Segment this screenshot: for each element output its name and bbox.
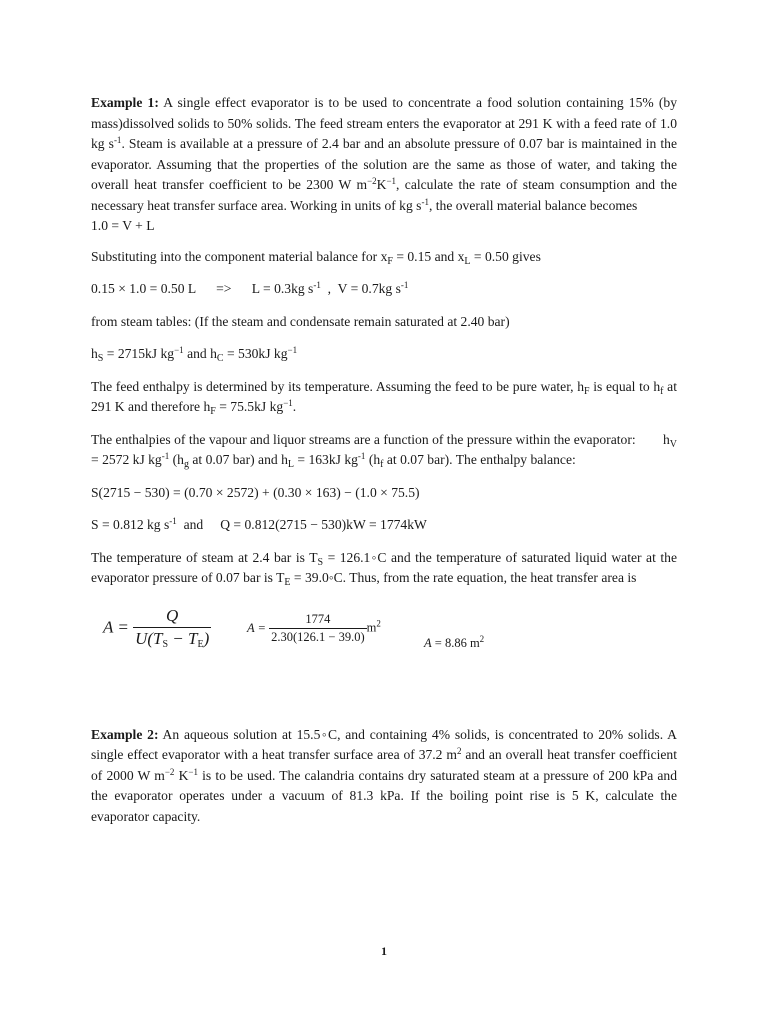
material-balance-equation: 1.0 = V + L [91,218,155,233]
superscript: −1 [174,345,184,355]
subscript: F [210,406,216,417]
subscript: V [669,438,677,450]
example1-paragraph [91,93,677,216]
area-formula-numeric [247,611,381,646]
text: U(T [135,628,163,648]
subscript: L [464,255,471,267]
superscript: -1 [113,135,122,145]
text: (h [365,452,381,467]
subscript: E [197,638,204,650]
text: The enthalpies of the vapour and liquor streams are a function of the pressure within the evaporator: h [91,431,670,447]
enthalpy-balance-equation: S(2715 − 530) = (0.70 × 2572) + (0.30 × 163) − (1.0 × 75.5) [91,484,420,500]
example1-text: A single effect evaporator is to be used to concentrate a food solution containing 15% (by mass)dissolved solids to 50% solids. The feed stream enters the evaporator at 291 K with a feed rate of 1.0 kg s [91,95,678,151]
superscript: -1 [161,451,170,461]
example2-paragraph [91,725,677,828]
superscript: −2 [367,176,377,186]
text: = 2715kJ kg [103,346,175,361]
text: = 39.0◦C. Thus, from the rate equation, the heat transfer area is [290,570,637,585]
text: = 75.5kJ kg [215,399,284,414]
example1-text: , calculate the rate of steam consumption and the necessary heat transfer surface area. Working in units of kg s [91,177,678,213]
superscript: -1 [421,196,429,207]
text: . [292,399,297,414]
temperature-paragraph [91,548,677,589]
unit-text: K [376,177,387,192]
page-number: 1 [381,944,387,958]
subscript: L [287,459,294,470]
result-text: = 8.86 m [431,635,480,650]
text: at 291 K and therefore h [91,378,677,414]
denominator [133,628,211,650]
text: The feed enthalpy is determined by its temperature. Assuming the feed to be pure water, h [91,378,585,394]
example2-text: and an overall heat transfer coefficient of 2000 W m [91,747,677,783]
subscript: E [284,577,291,588]
text: = 530kJ kg [223,346,288,361]
text: ) [203,628,210,648]
subscript: S [317,556,324,568]
steam-tables-line: from steam tables: (If the steam and condensate remain saturated at 2.40 bar) [91,313,510,329]
subscript: F [387,255,393,267]
superscript: 2 [376,617,381,628]
symbol: x [457,248,465,264]
subscript: f [660,385,664,397]
vapour-liquor-paragraph [91,430,681,471]
superscript: -1 [169,516,177,526]
text: Substituting into the component material balance for [91,248,381,264]
text: at 0.07 bar) and h [188,452,288,467]
example2-text: is to be used. The calandria contains dry saturated steam at a pressure of 200 kPa and the evaporator operates under a vacuum of 81.3 kPa. If the boiling point rise is 5 K, calculate the evaporator capacity. [91,767,677,824]
denominator: 2.30(126.1 − 39.0) [271,629,365,644]
subscript: C [216,353,224,364]
symbol: h [91,346,98,361]
example2-text: K [174,767,189,783]
superscript: -1 [400,280,409,290]
text: and Q = 0.812(2715 − 530)kW = 1774kW [176,517,427,532]
superscript: 2 [456,746,462,756]
area-formulas [91,605,677,663]
area-formula-result [424,633,484,654]
page-content [91,93,681,839]
text: = 163kJ kg [293,452,358,467]
subscript: S [162,638,169,650]
superscript: 2 [479,633,485,644]
text: = 0.15 and [392,248,458,264]
numerator: Q [133,605,211,628]
example1-text: . Steam is available at a pressure of 2.4 bar and an absolute pressure of 0.07 bar is maintained in the evaporator. Assuming that the properties of the solution are the same as those of water, and taking the overall heat transfer coefficient to be 2300 W m [91,136,677,192]
fraction [133,605,211,650]
unit-text: m [366,619,377,634]
enthalpy-values-line [91,344,677,365]
text: 0.15 × 1.0 = 0.50 L => L = 0.3kg s [91,281,314,296]
text: The temperature of steam at 2.4 bar is T [91,549,318,565]
example2-text: An aqueous solution at 15.5◦C, and containing 4% solids, is concentrated to 20% solids. A single effect evaporator with a heat transfer surface area of 37.2 m [91,726,677,762]
component-balance-line [91,247,677,268]
example1-text: , the overall material balance becomes [428,197,638,213]
superscript: −2 [164,766,175,777]
subscript: S [97,353,104,364]
example2-heading: Example 2: [91,726,159,742]
formula-lhs: A [424,635,432,650]
result-line [91,515,677,536]
subscript: g [183,459,189,470]
superscript: −1 [283,398,293,408]
text: is equal to h [589,378,661,394]
solve-line [91,279,677,300]
text: − T [168,628,198,648]
fraction [269,611,367,646]
superscript: -1 [357,451,366,461]
formula-lhs: A = [247,620,266,635]
numerator: 1774 [269,611,367,629]
formula-lhs: A = [103,617,129,636]
subscript: f [380,459,384,470]
subscript: F [584,385,590,397]
text: = 0.50 gives [470,248,541,264]
area-formula-general [103,605,211,650]
example1-heading: Example 1: [91,95,159,110]
superscript: -1 [313,280,321,290]
text: = 2572 kJ kg [91,431,681,467]
text: and h [183,346,217,361]
superscript: −1 [188,766,198,777]
text: = 126.1◦C and the temperature of saturated liquid water at the evaporator pressure of 0.07 bar is T [91,549,677,585]
text: , V = 0.7kg s [320,281,401,296]
feed-enthalpy-paragraph [91,377,677,418]
text: S = 0.812 kg s [91,517,170,532]
symbol: x [380,248,388,264]
superscript: −1 [287,345,298,355]
text: at 0.07 bar). The enthalpy balance: [383,452,576,467]
superscript: −1 [386,176,397,186]
text: (h [169,452,184,467]
